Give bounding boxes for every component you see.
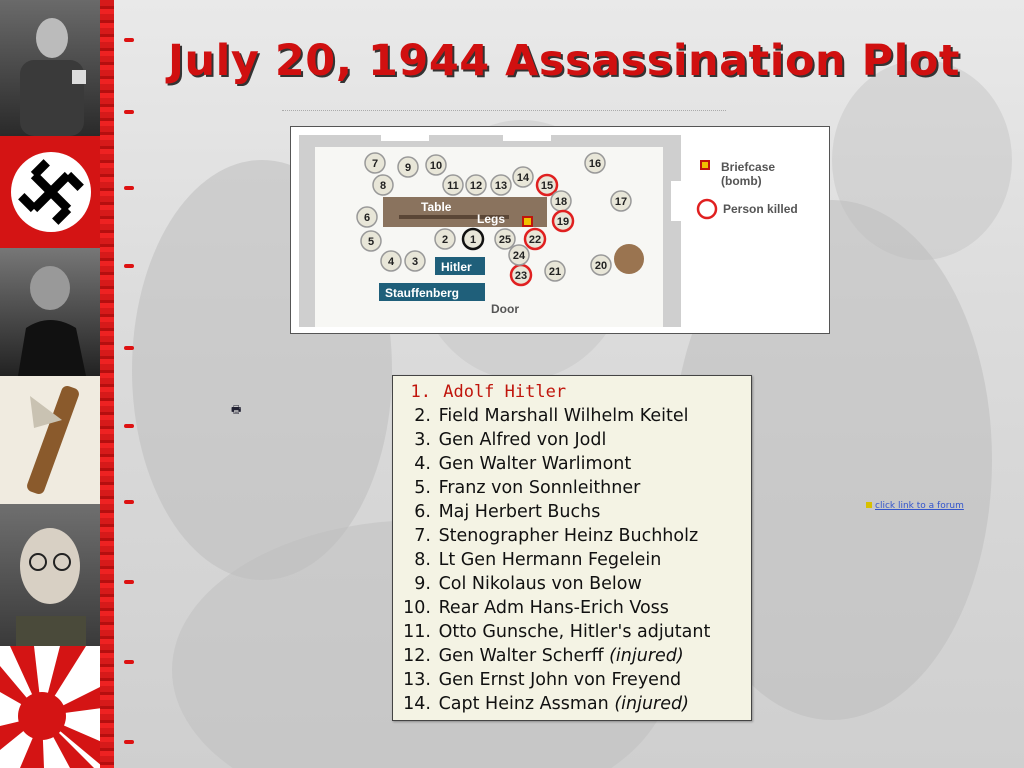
forum-link-text[interactable]: click link to a forum xyxy=(875,501,964,511)
attendee-name: Adolf Hitler xyxy=(433,382,567,402)
seat-number: 19 xyxy=(556,216,570,228)
attendee-name: Col Nikolaus von Below xyxy=(433,574,642,594)
seat-number: 1 xyxy=(469,234,477,246)
seat-marker-19 xyxy=(553,211,573,231)
attendee-item xyxy=(393,476,751,500)
seat-marker-5 xyxy=(361,231,381,251)
seat-number: 13 xyxy=(494,180,508,192)
attendee-name: Rear Adm Hans-Erich Voss xyxy=(433,598,669,618)
slide-title: July 20, 1944 Assassination Plot xyxy=(168,36,960,86)
attendee-item xyxy=(393,668,751,692)
seat-number: 12 xyxy=(469,180,483,192)
room-diagram-svg xyxy=(291,127,829,333)
seat-marker-20 xyxy=(591,255,611,275)
torn-red-edge xyxy=(100,0,114,768)
portrait-photo-1 xyxy=(0,0,102,136)
attendee-number: 10. xyxy=(403,598,431,618)
forum-link[interactable] xyxy=(866,501,964,511)
attendee-note: (injured) xyxy=(603,646,684,666)
stauffenberg-label: Stauffenberg xyxy=(385,286,460,300)
edge-mark xyxy=(124,424,134,428)
seat-number: 3 xyxy=(411,256,419,268)
attendee-number: 2. xyxy=(414,406,431,426)
legend-briefcase-label-2: (bomb) xyxy=(721,174,762,188)
edge-mark xyxy=(124,740,134,744)
seat-number: 6 xyxy=(363,212,371,224)
link-bullet-icon xyxy=(866,502,872,508)
seat-marker-25 xyxy=(495,229,515,249)
briefcase-marker xyxy=(523,217,532,226)
legend-briefcase-label: Briefcase xyxy=(721,160,776,174)
seat-number: 7 xyxy=(371,158,379,170)
seat-number: 18 xyxy=(554,196,568,208)
portrait-photo-3 xyxy=(0,504,102,646)
table-label: Table xyxy=(421,200,452,214)
attendee-item xyxy=(393,404,751,428)
seat-marker-22 xyxy=(525,229,545,249)
seat-marker-24 xyxy=(509,245,529,265)
legend-killed-label: Person killed xyxy=(723,202,798,216)
attendee-item xyxy=(393,572,751,596)
attendee-number: 3. xyxy=(414,430,431,450)
seat-marker-3 xyxy=(405,251,425,271)
attendee-number: 6. xyxy=(414,502,431,522)
seat-number: 22 xyxy=(528,234,542,246)
attendee-name: Field Marshall Wilhelm Keitel xyxy=(433,406,689,426)
seat-marker-14 xyxy=(513,167,533,187)
seat-marker-16 xyxy=(585,153,605,173)
attendee-number: 11. xyxy=(403,622,431,642)
attendee-name: Gen Alfred von Jodl xyxy=(433,430,607,450)
seat-number: 4 xyxy=(387,256,395,268)
attendee-number: 14. xyxy=(403,694,431,714)
title-divider xyxy=(282,110,726,111)
attendee-item xyxy=(393,524,751,548)
legend-killed-marker xyxy=(698,200,716,218)
attendee-item xyxy=(393,620,751,644)
attendee-item xyxy=(393,644,751,668)
seat-number: 16 xyxy=(588,158,602,170)
room-seating-diagram xyxy=(290,126,830,334)
seat-marker-1 xyxy=(463,229,483,249)
attendee-item xyxy=(393,692,751,716)
attendee-item xyxy=(393,428,751,452)
attendee-item xyxy=(393,380,751,404)
seat-marker-18 xyxy=(551,191,571,211)
door-label: Door xyxy=(491,302,519,316)
attendee-name: Gen Walter Scherff xyxy=(433,646,604,666)
seat-number: 14 xyxy=(516,172,530,184)
seat-number: 10 xyxy=(429,160,443,172)
edge-mark xyxy=(124,38,134,42)
edge-mark xyxy=(124,500,134,504)
attendee-item xyxy=(393,452,751,476)
attendee-name: Maj Herbert Buchs xyxy=(433,502,601,522)
attendee-number: 4. xyxy=(414,454,431,474)
attendee-item xyxy=(393,500,751,524)
seat-number: 23 xyxy=(514,270,528,282)
attendee-name: Franz von Sonnleithner xyxy=(433,478,641,498)
rising-sun-flag xyxy=(0,646,102,768)
printer-icon[interactable]: 🖶 xyxy=(231,403,242,416)
attendee-name: Stenographer Heinz Buchholz xyxy=(433,526,699,546)
seat-number: 11 xyxy=(447,180,459,192)
seat-number: 25 xyxy=(498,234,512,246)
seat-number: 17 xyxy=(614,196,628,208)
window xyxy=(671,181,681,221)
attendee-item xyxy=(393,596,751,620)
seat-number: 20 xyxy=(594,260,608,272)
seat-marker-2 xyxy=(435,229,455,249)
seat-marker-12 xyxy=(466,175,486,195)
seat-number: 15 xyxy=(540,180,554,192)
seat-marker-15 xyxy=(537,175,557,195)
seat-marker-13 xyxy=(491,175,511,195)
attendee-ordered-list xyxy=(393,376,751,716)
attendee-name: Otto Gunsche, Hitler's adjutant xyxy=(433,622,711,642)
side-room-floor xyxy=(535,303,663,327)
edge-mark xyxy=(124,186,134,190)
attendee-number: 9. xyxy=(414,574,431,594)
attendee-number: 8. xyxy=(414,550,431,570)
seat-number: 8 xyxy=(379,180,387,192)
attendee-name: Lt Gen Hermann Fegelein xyxy=(433,550,662,570)
fasces-emblem xyxy=(0,376,102,504)
legs-label: Legs xyxy=(477,212,506,226)
edge-mark xyxy=(124,580,134,584)
seat-marker-6 xyxy=(357,207,377,227)
attendee-number: 5. xyxy=(414,478,431,498)
round-table xyxy=(614,244,644,274)
seat-marker-7 xyxy=(365,153,385,173)
attendee-list xyxy=(392,375,752,721)
edge-mark xyxy=(124,264,134,268)
attendee-number: 1. xyxy=(410,382,431,402)
window xyxy=(503,133,551,141)
hitler-label: Hitler xyxy=(441,260,472,274)
attendee-number: 7. xyxy=(414,526,431,546)
seat-number: 21 xyxy=(548,266,562,278)
attendee-number: 13. xyxy=(403,670,431,690)
seat-marker-17 xyxy=(611,191,631,211)
sidebar-image-strip xyxy=(0,0,104,768)
attendee-name: Gen Ernst John von Freyend xyxy=(433,670,682,690)
seat-marker-11 xyxy=(443,175,463,195)
attendee-item xyxy=(393,548,751,572)
seat-marker-23 xyxy=(511,265,531,285)
seat-marker-10 xyxy=(426,155,446,175)
window xyxy=(381,133,429,141)
seat-marker-4 xyxy=(381,251,401,271)
edge-mark xyxy=(124,660,134,664)
seat-marker-9 xyxy=(398,157,418,177)
attendee-note: (injured) xyxy=(608,694,689,714)
seat-number: 9 xyxy=(404,162,412,174)
seat-number: 5 xyxy=(367,236,375,248)
attendee-name: Capt Heinz Assman xyxy=(433,694,609,714)
anteroom-floor xyxy=(315,303,475,327)
flag-emblem xyxy=(0,136,102,248)
legend-briefcase-marker xyxy=(701,161,709,169)
seat-number: 24 xyxy=(512,250,526,262)
seat-number: 2 xyxy=(441,234,449,246)
attendee-number: 12. xyxy=(403,646,431,666)
seat-marker-21 xyxy=(545,261,565,281)
attendee-name: Gen Walter Warlimont xyxy=(433,454,632,474)
edge-mark xyxy=(124,346,134,350)
portrait-photo-2 xyxy=(0,248,102,376)
edge-mark xyxy=(124,110,134,114)
seat-marker-8 xyxy=(373,175,393,195)
